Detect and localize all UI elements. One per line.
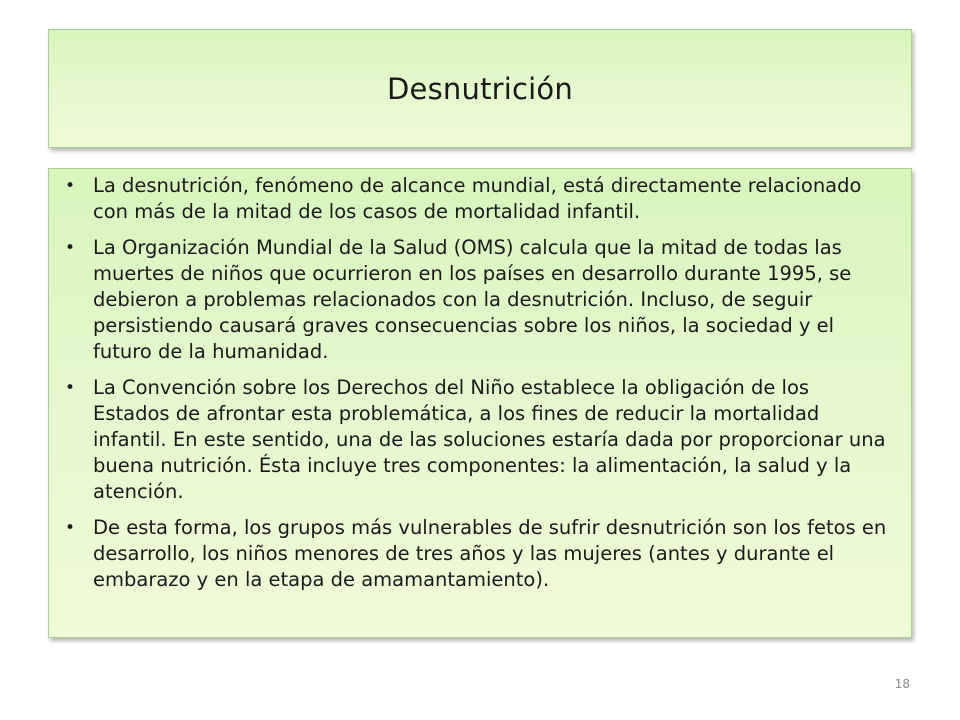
bullet-text: De esta forma, los grupos más vulnerables de sufrir desnutrición son los fetos en desarrollo, los niños menores de tres años y las mujeres (antes y durante el embarazo y en la etapa de amamantamiento).: [93, 516, 887, 591]
bullet-item: [65, 515, 889, 593]
bullet-list: [65, 173, 889, 593]
bullet-item: [65, 173, 889, 225]
bullet-icon: •: [65, 176, 76, 196]
title-box: [48, 29, 912, 148]
bullet-icon: •: [65, 378, 76, 398]
content-box: [48, 168, 912, 638]
bullet-icon: •: [65, 518, 76, 538]
slide-title: Desnutrición: [387, 71, 573, 106]
bullet-item: [65, 375, 889, 505]
bullet-text: La Convención sobre los Derechos del Niño establece la obligación de los Estados de afrontar esta problemática, a los fines de reducir la mortalidad infantil. En este sentido, una de las soluciones estaría dada por proporcionar una buena nutrición. Ésta incluye tres componentes: la alimentación, la salud y la atención.: [93, 376, 886, 503]
bullet-icon: •: [65, 238, 76, 258]
page-number: 18: [894, 677, 910, 691]
bullet-text: La Organización Mundial de la Salud (OMS) calcula que la mitad de todas las muertes de niños que ocurrieron en los países en desarrollo durante 1995, se debieron a problemas relacionados con la desnutrición. Incluso, de seguir persistiendo causará graves consecuencias sobre los niños, la sociedad y el futuro de la humanidad.: [93, 236, 852, 363]
bullet-item: [65, 235, 889, 365]
bullet-text: La desnutrición, fenómeno de alcance mundial, está directamente relacionado con más de la mitad de los casos de mortalidad infantil.: [93, 174, 862, 223]
